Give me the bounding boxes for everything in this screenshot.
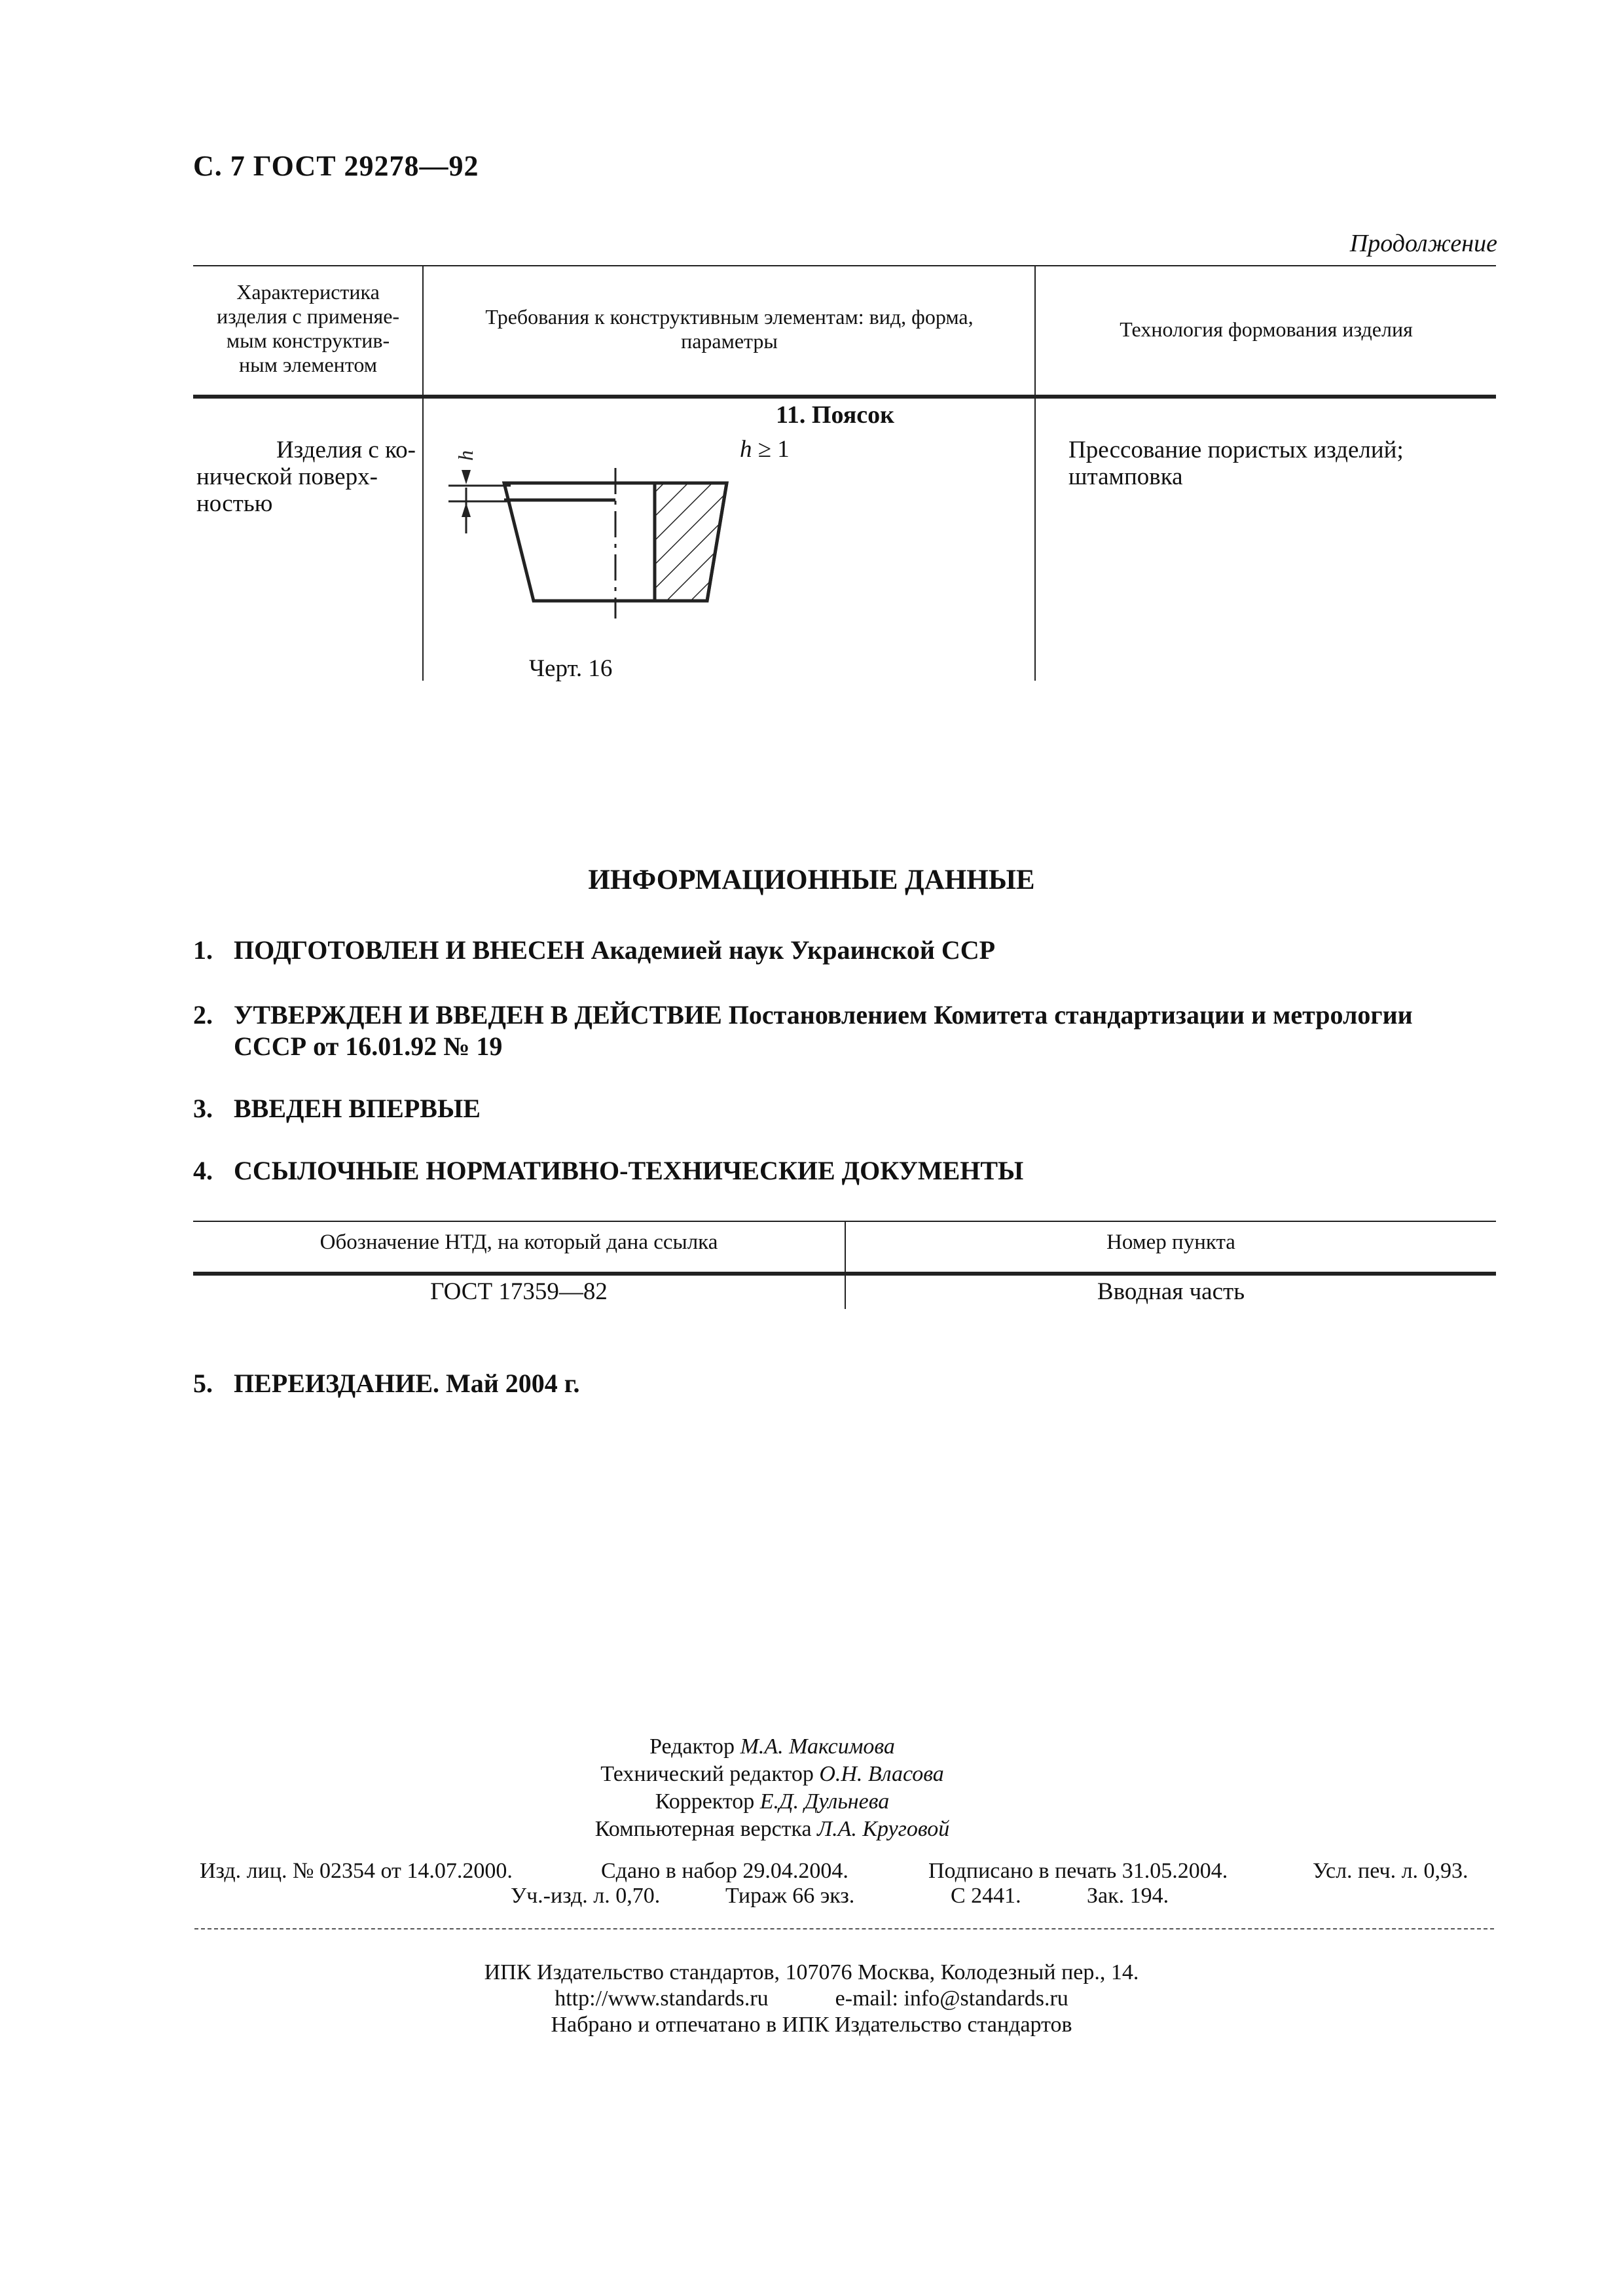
continuation-label: Продолжение <box>1349 230 1497 257</box>
credits-block <box>0 1733 1584 1843</box>
cell-line: Изделия с ко- <box>276 437 416 463</box>
column-header-characteristic <box>195 280 421 377</box>
imprint-print-date: Подписано в печать 31.05.2004. <box>928 1859 1228 1883</box>
page-reference: С. 7 ГОСТ 29278—92 <box>193 150 479 182</box>
cell-line: ностью <box>196 490 273 517</box>
credit-editor: Редактор М.А. Максимова <box>649 1734 895 1759</box>
header-line: Требования к конструктивным элементам: вид, форма, <box>485 305 974 329</box>
header-line: ным элементом <box>239 353 377 376</box>
item-number: 2. <box>193 1000 213 1030</box>
characteristic-cell <box>196 437 416 517</box>
section-title: 11. Поясок <box>776 401 895 429</box>
imprint-license: Изд. лиц. № 02354 от 14.07.2000. <box>200 1859 513 1883</box>
publisher-url[interactable]: http://www.standards.ru <box>555 1986 769 2011</box>
ref-header-document: Обозначение НТД, на который дана ссылка <box>319 1230 718 1254</box>
conical-belt-drawing <box>432 425 740 622</box>
item-number: 3. <box>193 1094 213 1123</box>
table-col-divider-1 <box>422 265 424 681</box>
info-item-1 <box>193 935 995 966</box>
table-col-divider-2 <box>1034 265 1036 681</box>
publisher-contacts <box>0 1986 1623 2012</box>
credit-tech-editor: Технический редактор О.Н. Власова <box>600 1762 944 1786</box>
imprint-print-sheets: Усл. печ. л. 0,93. <box>1313 1859 1468 1883</box>
drawing-caption: Черт. 16 <box>529 655 613 682</box>
imprint-code: С 2441. <box>951 1884 1021 1908</box>
info-item-5 <box>193 1368 579 1399</box>
imprint-pub-sheets: Уч.-изд. л. 0,70. <box>511 1884 661 1908</box>
ref-header-clause: Номер пункта <box>1106 1230 1235 1254</box>
column-header-requirements <box>426 305 1033 353</box>
item-text: ПОДГОТОВЛЕН И ВНЕСЕН Академией наук Украинской ССР <box>234 935 996 965</box>
formula: h ≥ 1 <box>740 436 790 463</box>
column-header-technology: Технология формования изделия <box>1120 317 1413 341</box>
ref-document: ГОСТ 17359—82 <box>430 1278 608 1305</box>
publisher-email[interactable]: e-mail: info@standards.ru <box>835 1986 1068 2011</box>
cell-line: нической поверх- <box>196 463 378 490</box>
info-item-3 <box>193 1093 481 1124</box>
header-line: мым конструктив- <box>226 329 390 352</box>
item-text: ССЫЛОЧНЫЕ НОРМАТИВНО-ТЕХНИЧЕСКИЕ ДОКУМЕНТЫ <box>234 1156 1024 1185</box>
publisher-footer <box>0 1960 1623 2038</box>
imprint-order: Зак. 194. <box>1087 1884 1169 1908</box>
imprint-circulation: Тираж 66 экз. <box>725 1884 855 1908</box>
item-text: ПЕРЕИЗДАНИЕ. Май 2004 г. <box>234 1369 580 1398</box>
header-line: Характеристика <box>236 280 380 304</box>
item-number: 4. <box>193 1156 213 1185</box>
item-number: 5. <box>193 1369 213 1398</box>
info-item-2 <box>193 999 1496 1062</box>
credit-corrector: Корректор Е.Д. Дульнева <box>655 1789 890 1814</box>
table-top-border <box>193 265 1496 266</box>
item-text: УТВЕРЖДЕН И ВВЕДЕН В ДЕЙСТВИЕ Постановлением Комитета стандартизации и метрологии <box>234 1000 1413 1030</box>
ref-clause: Вводная часть <box>1097 1278 1245 1305</box>
info-title: ИНФОРМАЦИОННЫЕ ДАННЫЕ <box>588 865 1035 895</box>
table-header-border <box>193 395 1496 399</box>
technology-cell <box>1068 437 1404 490</box>
publisher-print-note: Набрано и отпечатано в ИПК Издательство стандартов <box>551 2013 1072 2037</box>
info-item-4 <box>193 1155 1023 1187</box>
cell-line: штамповка <box>1068 463 1183 490</box>
header-line: параметры <box>681 329 778 353</box>
cell-line: Прессование пористых изделий; <box>1068 437 1404 463</box>
item-number: 1. <box>193 935 213 965</box>
credit-layout: Компьютерная верстка Л.А. Круговой <box>594 1817 950 1841</box>
item-text-continued: СССР от 16.01.92 № 19 <box>234 1031 503 1061</box>
header-line: изделия с применяе- <box>216 304 400 328</box>
imprint-typeset-date: Сдано в набор 29.04.2004. <box>601 1859 848 1883</box>
publisher-address: ИПК Издательство стандартов, 107076 Москва, Колодезный пер., 14. <box>484 1960 1139 1984</box>
imprint-divider <box>194 1928 1494 1929</box>
item-text: ВВЕДЕН ВПЕРВЫЕ <box>234 1094 481 1123</box>
h-dimension-label: h <box>454 450 477 461</box>
